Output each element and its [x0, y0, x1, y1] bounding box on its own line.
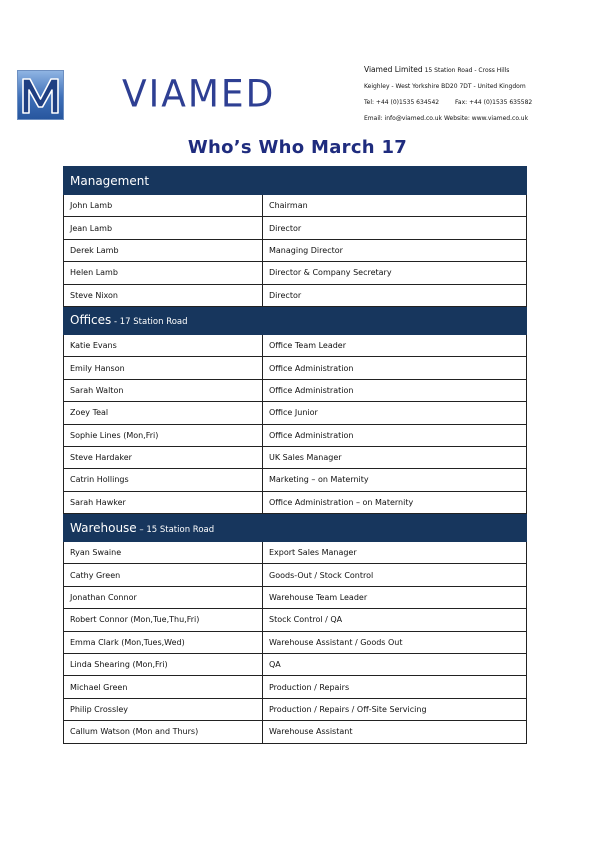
section-header	[64, 306, 527, 334]
table-row	[64, 402, 527, 424]
table-row	[64, 469, 527, 491]
staff-name: Emily Hanson	[64, 357, 263, 379]
staff-role: Office Junior	[263, 402, 527, 424]
staff-name: Ryan Swaine	[64, 542, 263, 564]
company-tel: Tel: +44 (0)1535 634542	[364, 99, 440, 106]
table-row	[64, 721, 527, 743]
staff-role: Goods-Out / Stock Control	[263, 564, 527, 586]
brand-wordmark: VIAMED	[122, 72, 276, 117]
company-fax: Fax: +44 (0)1535 635582	[455, 99, 533, 106]
table-row	[64, 698, 527, 720]
staff-role: Office Administration – on Maternity	[263, 491, 527, 513]
company-web-line	[364, 111, 584, 127]
table-row	[64, 334, 527, 356]
staff-role: QA	[263, 654, 527, 676]
staff-role: Stock Control / QA	[263, 609, 527, 631]
table-row	[64, 262, 527, 284]
staff-name: Sarah Hawker	[64, 491, 263, 513]
staff-name: Steve Nixon	[64, 284, 263, 306]
section-location: – 15 Station Road	[136, 524, 215, 535]
staff-name: Philip Crossley	[64, 698, 263, 720]
section-name: Offices	[70, 313, 112, 328]
staff-role: Warehouse Assistant / Goods Out	[263, 631, 527, 653]
staff-name: Katie Evans	[64, 334, 263, 356]
staff-role: Managing Director	[263, 239, 527, 261]
table-row	[64, 631, 527, 653]
staff-name: Jean Lamb	[64, 217, 263, 239]
staff-name: John Lamb	[64, 195, 263, 217]
table-row	[64, 654, 527, 676]
section-header	[64, 167, 527, 195]
staff-name: Emma Clark (Mon,Tues,Wed)	[64, 631, 263, 653]
staff-name: Jonathan Connor	[64, 586, 263, 608]
table-row	[64, 424, 527, 446]
staff-role: Production / Repairs / Off-Site Servicing	[263, 698, 527, 720]
company-website: Website: www.viamed.co.uk	[443, 115, 529, 122]
table-row	[64, 676, 527, 698]
staff-directory-table	[63, 166, 527, 744]
section-title	[64, 306, 527, 334]
table-row	[64, 239, 527, 261]
section-name: Management	[70, 173, 150, 188]
company-address-line	[364, 62, 584, 79]
company-contact-block	[364, 62, 584, 127]
staff-role: Director & Company Secretary	[263, 262, 527, 284]
staff-name: Linda Shearing (Mon,Fri)	[64, 654, 263, 676]
section-location: - 17 Station Road	[111, 317, 188, 328]
staff-role: Production / Repairs	[263, 676, 527, 698]
staff-name: Sarah Walton	[64, 379, 263, 401]
page-title: Who’s Who March 17	[187, 137, 408, 158]
table-row	[64, 217, 527, 239]
staff-name: Steve Hardaker	[64, 446, 263, 468]
staff-name: Cathy Green	[64, 564, 263, 586]
company-phone-line	[364, 95, 584, 111]
section-name: Warehouse	[70, 520, 137, 535]
section-title	[64, 514, 527, 542]
staff-name: Robert Connor (Mon,Tue,Thu,Fri)	[64, 609, 263, 631]
staff-role: UK Sales Manager	[263, 446, 527, 468]
table-row	[64, 586, 527, 608]
company-street: 15 Station Road - Cross Hills	[424, 67, 510, 74]
staff-role: Marketing – on Maternity	[263, 469, 527, 491]
staff-name: Catrin Hollings	[64, 469, 263, 491]
table-row	[64, 446, 527, 468]
table-row	[64, 195, 527, 217]
section-title	[64, 167, 527, 195]
staff-name: Callum Watson (Mon and Thurs)	[64, 721, 263, 743]
staff-role: Director	[263, 217, 527, 239]
table-row	[64, 379, 527, 401]
viamed-logo-icon	[17, 70, 64, 120]
company-name: Viamed Limited	[364, 65, 423, 74]
staff-role: Office Team Leader	[263, 334, 527, 356]
staff-name: Derek Lamb	[64, 239, 263, 261]
table-row	[64, 491, 527, 513]
company-email: Email: info@viamed.co.uk	[364, 115, 443, 122]
staff-name: Sophie Lines (Mon,Fri)	[64, 424, 263, 446]
table-row	[64, 609, 527, 631]
staff-role: Office Administration	[263, 379, 527, 401]
company-town-line: Keighley - West Yorkshire BD20 7DT - United Kingdom	[364, 83, 526, 90]
staff-role: Director	[263, 284, 527, 306]
staff-role: Warehouse Team Leader	[263, 586, 527, 608]
table-row	[64, 542, 527, 564]
table-row	[64, 284, 527, 306]
table-row	[64, 357, 527, 379]
staff-name: Zoey Teal	[64, 402, 263, 424]
staff-role: Office Administration	[263, 424, 527, 446]
table-row	[64, 564, 527, 586]
section-header	[64, 514, 527, 542]
staff-role: Office Administration	[263, 357, 527, 379]
staff-role: Warehouse Assistant	[263, 721, 527, 743]
staff-role: Export Sales Manager	[263, 542, 527, 564]
staff-name: Michael Green	[64, 676, 263, 698]
staff-name: Helen Lamb	[64, 262, 263, 284]
staff-role: Chairman	[263, 195, 527, 217]
